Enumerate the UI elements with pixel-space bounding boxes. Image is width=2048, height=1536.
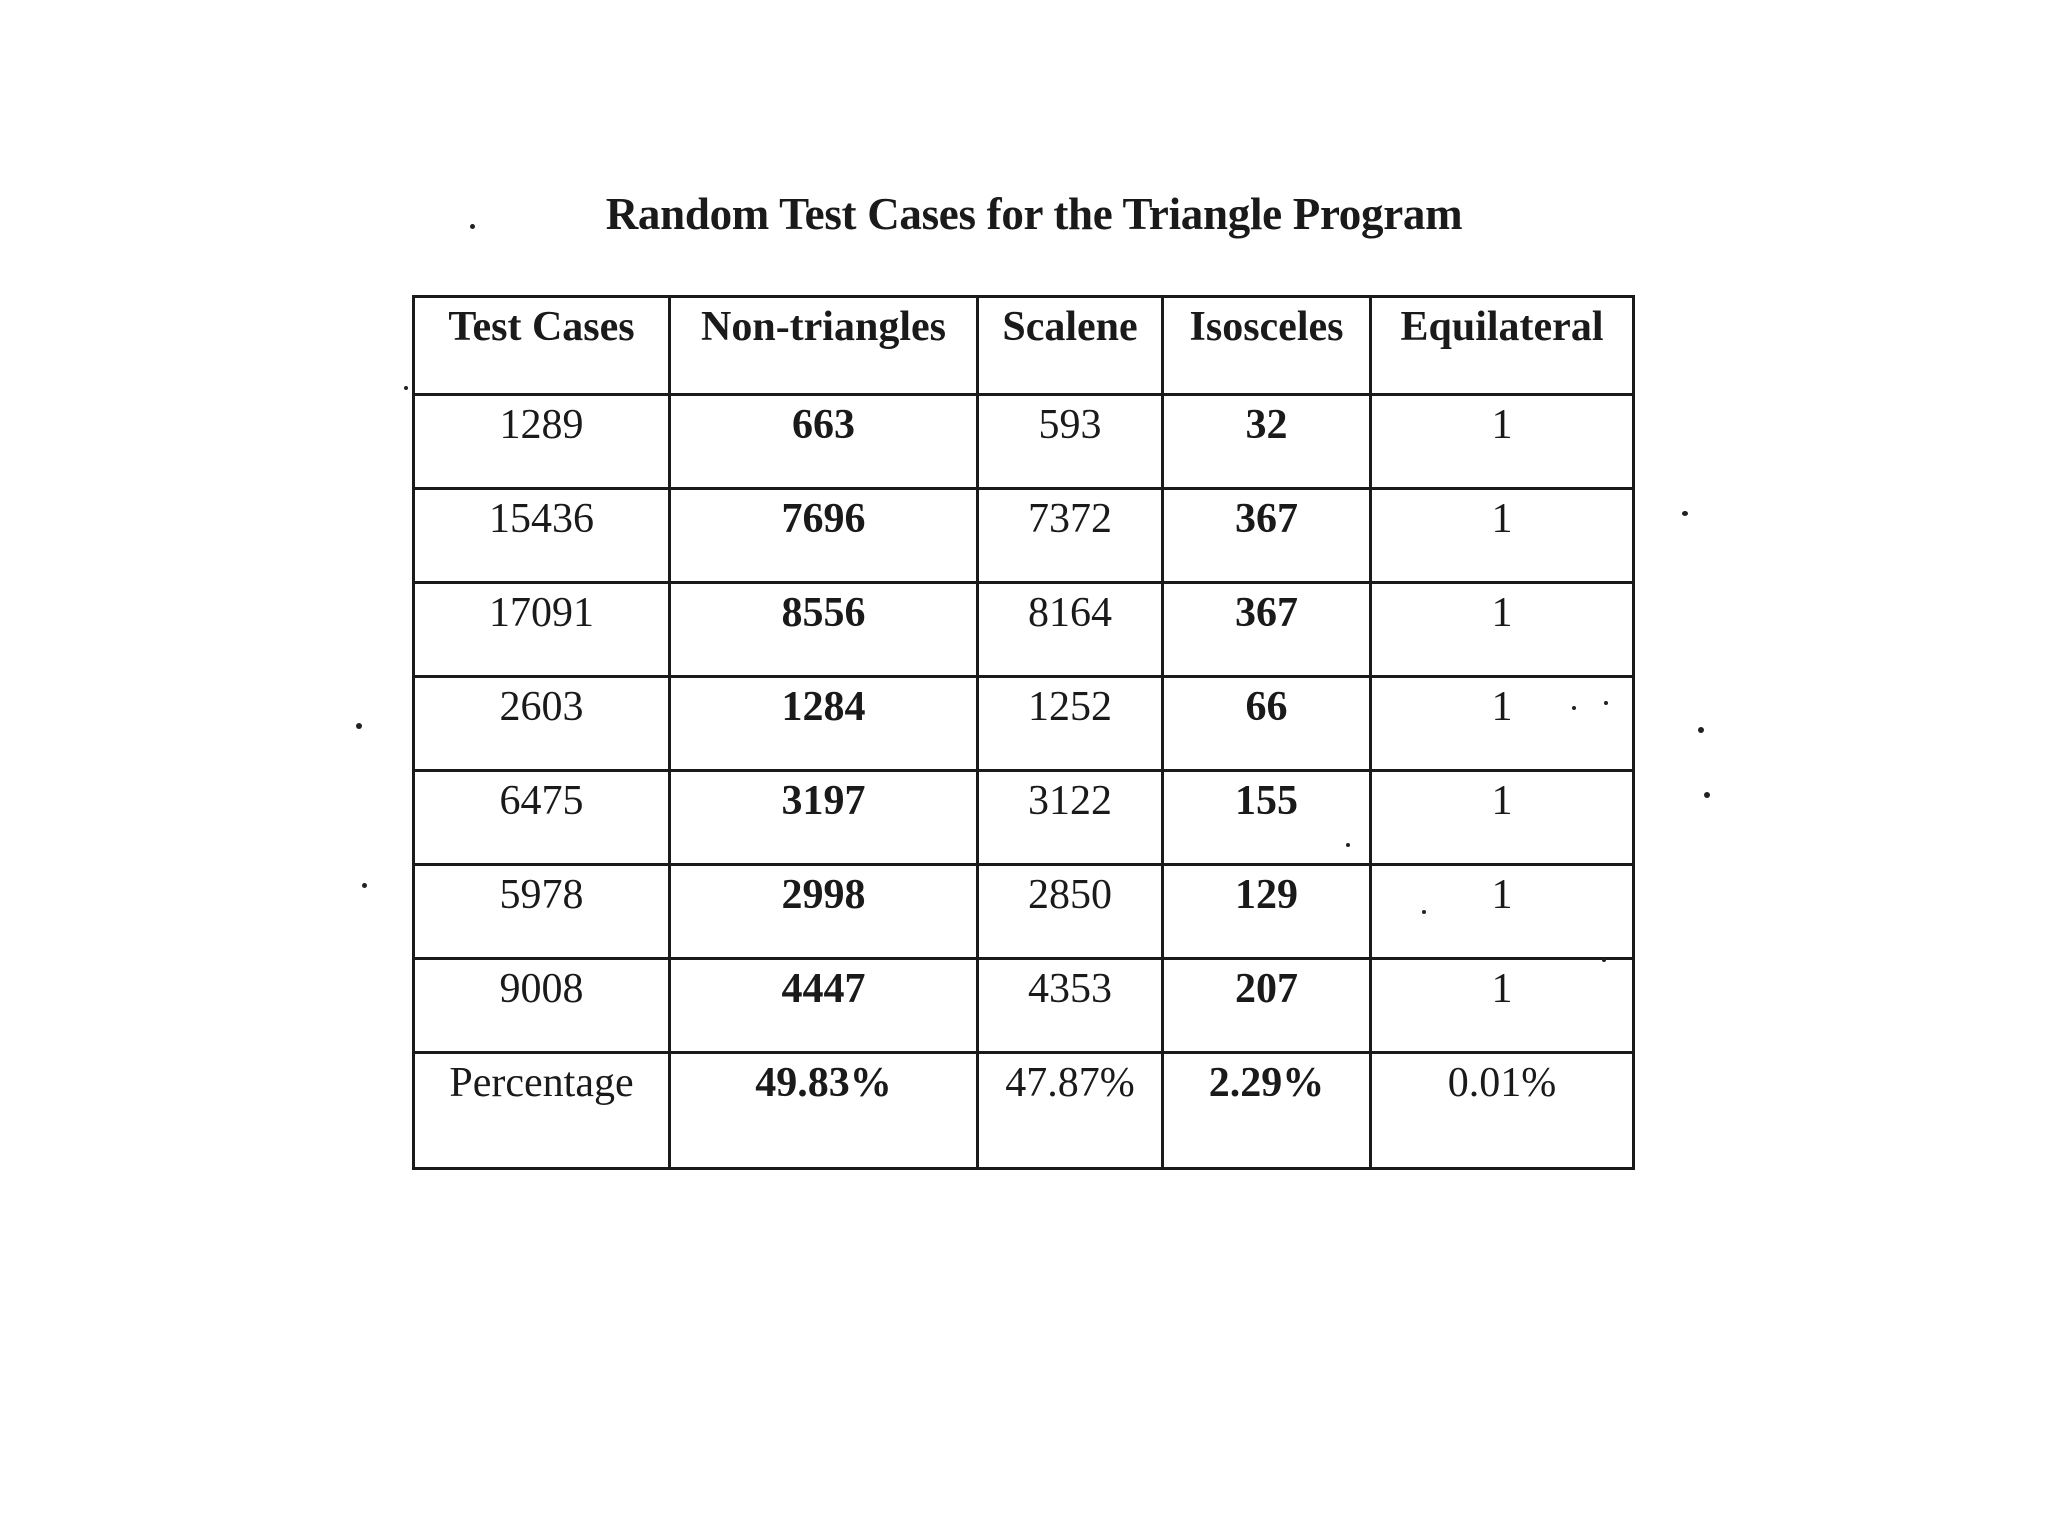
- cell-equilateral: 1: [1371, 771, 1634, 865]
- cell-non-triangles: 663: [670, 395, 978, 489]
- table-row: [414, 677, 1634, 771]
- table-row: [414, 489, 1634, 583]
- cell-scalene: 593: [978, 395, 1163, 489]
- cell-non-triangles: 8556: [670, 583, 978, 677]
- cell-scalene: 2850: [978, 865, 1163, 959]
- cell-isosceles: 207: [1163, 959, 1371, 1053]
- cell-isosceles: 66: [1163, 677, 1371, 771]
- cell-pct-equilateral: 0.01%: [1371, 1053, 1634, 1169]
- cell-test-cases: 15436: [414, 489, 670, 583]
- cell-test-cases: 6475: [414, 771, 670, 865]
- scan-speck: [1602, 958, 1606, 962]
- cell-equilateral: 1: [1371, 677, 1634, 771]
- cell-pct-scalene: 47.87%: [978, 1053, 1163, 1169]
- table-row: [414, 865, 1634, 959]
- scan-speck: [356, 723, 362, 729]
- header-isosceles: Isosceles: [1163, 297, 1371, 395]
- header-row: [414, 297, 1634, 395]
- header-test-cases: Test Cases: [414, 297, 670, 395]
- cell-non-triangles: 1284: [670, 677, 978, 771]
- cell-test-cases: 5978: [414, 865, 670, 959]
- table-row: [414, 395, 1634, 489]
- scan-speck: [1346, 843, 1350, 847]
- scan-speck: [404, 386, 408, 390]
- cell-scalene: 7372: [978, 489, 1163, 583]
- cell-non-triangles: 4447: [670, 959, 978, 1053]
- cell-isosceles: 367: [1163, 583, 1371, 677]
- cell-non-triangles: 2998: [670, 865, 978, 959]
- cell-isosceles: 155: [1163, 771, 1371, 865]
- header-scalene: Scalene: [978, 297, 1163, 395]
- cell-test-cases: 2603: [414, 677, 670, 771]
- scan-speck: [362, 883, 367, 888]
- cell-scalene: 1252: [978, 677, 1163, 771]
- cell-test-cases: 17091: [414, 583, 670, 677]
- cell-scalene: 4353: [978, 959, 1163, 1053]
- scan-speck: [1682, 511, 1688, 516]
- cell-percentage-label: Percentage: [414, 1053, 670, 1169]
- cell-isosceles: 32: [1163, 395, 1371, 489]
- table-row: [414, 771, 1634, 865]
- results-table: [412, 295, 1635, 1170]
- table-row: [414, 959, 1634, 1053]
- cell-test-cases: 1289: [414, 395, 670, 489]
- scan-speck: [1704, 792, 1710, 798]
- cell-equilateral: 1: [1371, 395, 1634, 489]
- cell-isosceles: 129: [1163, 865, 1371, 959]
- cell-test-cases: 9008: [414, 959, 670, 1053]
- cell-scalene: 3122: [978, 771, 1163, 865]
- header-equilateral: Equilateral: [1371, 297, 1634, 395]
- scan-speck: [1604, 701, 1608, 705]
- cell-scalene: 8164: [978, 583, 1163, 677]
- cell-equilateral: 1: [1371, 583, 1634, 677]
- table-row: [414, 583, 1634, 677]
- scan-speck: [1698, 727, 1704, 733]
- table-title: Random Test Cases for the Triangle Program: [605, 189, 1463, 239]
- cell-non-triangles: 3197: [670, 771, 978, 865]
- scan-speck: [1572, 706, 1576, 710]
- cell-equilateral: 1: [1371, 489, 1634, 583]
- cell-pct-isosceles: 2.29%: [1163, 1053, 1371, 1169]
- percentage-row: [414, 1053, 1634, 1169]
- header-non-triangles: Non-triangles: [670, 297, 978, 395]
- cell-pct-non-triangles: 49.83%: [670, 1053, 978, 1169]
- cell-equilateral: 1: [1371, 865, 1634, 959]
- scan-speck: [470, 224, 475, 229]
- cell-isosceles: 367: [1163, 489, 1371, 583]
- scan-speck: [1422, 910, 1426, 914]
- cell-equilateral: 1: [1371, 959, 1634, 1053]
- cell-non-triangles: 7696: [670, 489, 978, 583]
